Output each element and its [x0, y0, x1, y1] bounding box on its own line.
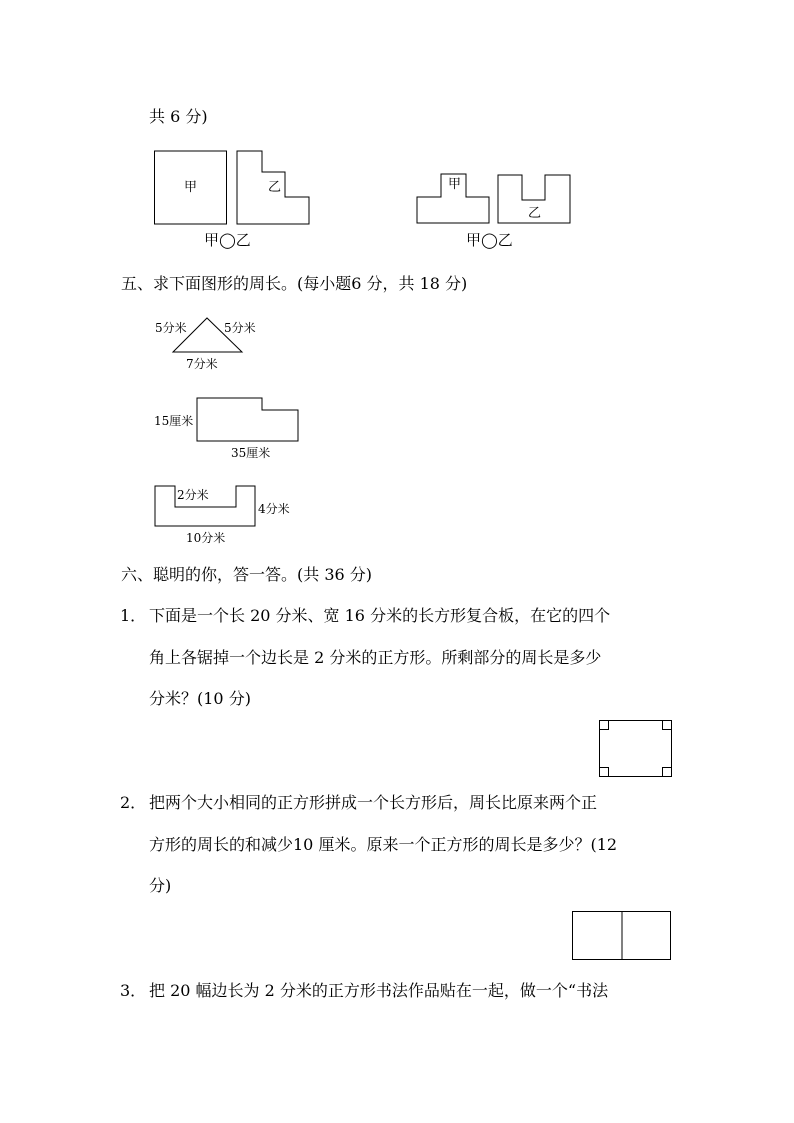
question-1-line-1: 下面是一个长 20 分米、宽 16 分米的长方形复合板，在它的四个 — [149, 606, 611, 625]
u-shape-side-label: 4分米 — [258, 502, 290, 516]
corner-square — [600, 721, 609, 730]
two-squares-figure — [572, 911, 672, 961]
question-3-number: 3． — [120, 981, 147, 1000]
corner-square — [600, 768, 609, 777]
triangle-right-side-label: 5分米 — [224, 321, 256, 335]
u-shape-inner-label: 2分米 — [177, 488, 209, 502]
section-5-heading: 五、求下面图形的周长。(每小题6 分，共 18 分) — [121, 274, 468, 293]
question-1-line-3: 分米？(10 分) — [149, 689, 251, 708]
question-3-line-1: 把 20 幅边长为 2 分米的正方形书法作品贴在一起，做一个“书法 — [149, 981, 609, 1000]
board-with-cut-corners-figure — [599, 720, 673, 778]
compare-figures-pair-1 — [154, 150, 314, 228]
corner-square — [663, 768, 672, 777]
shape-label-yi: 乙 — [528, 206, 542, 221]
stepped-rectangle-height-label: 15厘米 — [154, 414, 194, 428]
continued-score-text: 共 6 分) — [149, 107, 208, 126]
triangle-base-label: 7分米 — [186, 357, 218, 371]
question-1-number: 1． — [120, 606, 147, 625]
question-2-line-2: 方形的周长的和减少10 厘米。原来一个正方形的周长是多少？(12 — [149, 835, 618, 854]
compare-answer-blank-2[interactable]: 甲◯乙 — [466, 231, 513, 249]
question-2-line-1: 把两个大小相同的正方形拼成一个长方形后，周长比原来两个正 — [149, 793, 598, 812]
compare-figures-pair-2 — [416, 173, 576, 228]
stepped-rectangle-figure — [196, 397, 300, 443]
corner-square — [663, 721, 672, 730]
stepped-rectangle-width-label: 35厘米 — [231, 446, 271, 460]
question-2-line-3: 分) — [149, 876, 172, 895]
compare-answer-blank-1[interactable]: 甲◯乙 — [204, 231, 251, 249]
shape-label-jia: 甲 — [184, 180, 198, 195]
section-6-heading: 六、聪明的你，答一答。(共 36 分) — [121, 565, 373, 584]
question-1-line-2: 角上各锯掉一个边长是 2 分米的正方形。所剩部分的周长是多少 — [149, 648, 602, 667]
question-2-number: 2． — [120, 793, 147, 812]
shape-label-jia: 甲 — [448, 177, 462, 192]
shape-label-yi: 乙 — [268, 180, 282, 195]
triangle-left-side-label: 5分米 — [155, 321, 187, 335]
u-shape-base-label: 10分米 — [186, 531, 226, 545]
